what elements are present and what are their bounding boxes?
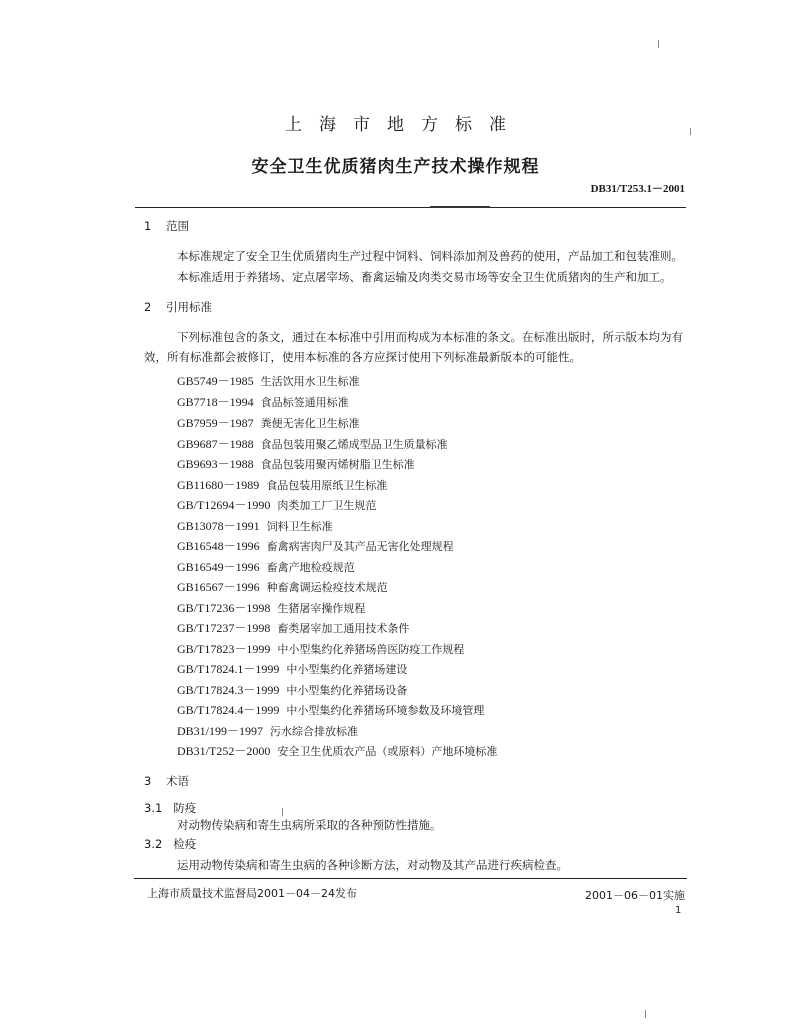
- reference-code: GB7959－1987: [177, 416, 254, 430]
- standard-code: DB31/T253.1－2001: [590, 183, 685, 195]
- reference-name: 中小型集约化养猪场设备: [286, 684, 408, 697]
- reference-name: 肉类加工厂卫生规范: [277, 499, 377, 512]
- term-3-2-definition: 运用动物传染病和寄生虫病的各种诊断方法，对动物及其产品进行疾病检查。: [177, 858, 568, 872]
- scan-speck: [282, 808, 283, 816]
- reference-item: [177, 393, 349, 410]
- reference-name: 中小型集约化养猪场兽医防疫工作规程: [277, 643, 465, 656]
- reference-name: 生猪屠宰操作规程: [277, 602, 366, 615]
- reference-item: [177, 660, 407, 677]
- reference-name: 生活饮用水卫生标准: [260, 375, 360, 388]
- reference-item: [177, 496, 376, 513]
- section-number: 2: [144, 300, 152, 314]
- reference-code: GB7718－1994: [177, 395, 254, 409]
- reference-item: [177, 742, 497, 759]
- reference-name: 安全卫生优质农产品（或原料）产地环境标准: [277, 745, 498, 758]
- section-3-heading: [144, 773, 189, 789]
- reference-item: [177, 537, 454, 554]
- reference-name: 畜禽产地检疫规范: [266, 561, 355, 574]
- reference-item: [177, 619, 409, 636]
- term-title: 防疫: [173, 801, 197, 815]
- scope-paragraph-2: 本标准适用于养猪场、定点屠宰场、畜禽运输及肉类交易市场等安全卫生优质猪肉的生产和加工。: [177, 270, 672, 284]
- reference-name: 中小型集约化养猪场环境参数及环境管理: [286, 704, 485, 717]
- section-number: 3: [144, 774, 152, 788]
- section-title: 引用标准: [165, 300, 212, 314]
- reference-name: 污水综合排放标准: [270, 725, 359, 738]
- section-2-heading: [144, 299, 212, 315]
- reference-item: [177, 558, 355, 575]
- reference-name: 食品包装用原纸卫生标准: [266, 479, 388, 492]
- header-rule: [135, 207, 686, 208]
- reference-code: DB31/199－1997: [177, 724, 264, 738]
- scan-speck: [690, 128, 691, 135]
- reference-code: GB/T17237－1998: [177, 621, 271, 635]
- reference-name: 畜禽病害肉尸及其产品无害化处理规程: [266, 540, 454, 553]
- header-rule-accent: [430, 206, 490, 208]
- reference-code: GB16549－1996: [177, 560, 260, 574]
- section-1-heading: [144, 218, 189, 234]
- reference-item: [177, 722, 358, 739]
- reference-item: [177, 435, 448, 452]
- reference-name: 中小型集约化养猪场建设: [286, 663, 408, 676]
- reference-code: GB/T12694－1990: [177, 498, 271, 512]
- section-title: 术语: [165, 774, 189, 788]
- reference-code: GB/T17824.1－1999: [177, 662, 280, 676]
- reference-code: GB13078－1991: [177, 519, 260, 533]
- reference-name: 饲料卫生标准: [266, 520, 333, 533]
- reference-code: GB16567－1996: [177, 580, 260, 594]
- reference-item: [177, 599, 365, 616]
- reference-code: GB/T17824.3－1999: [177, 683, 280, 697]
- term-3-1-heading: [144, 800, 196, 816]
- reference-item: [177, 701, 484, 718]
- section-title: 范围: [165, 219, 189, 233]
- term-title: 检疫: [173, 837, 197, 851]
- page-number: 1: [675, 905, 682, 916]
- reference-item: [177, 414, 360, 431]
- reference-name: 食品包装用聚乙烯成型品卫生质量标准: [260, 438, 448, 451]
- reference-item: [177, 640, 464, 657]
- reference-code: GB/T17824.4－1999: [177, 703, 280, 717]
- references-intro-line-2: 效，所有标准都会被修订，使用本标准的各方应探讨使用下列标准最新版本的可能性。: [144, 350, 581, 364]
- section-number: 1: [144, 219, 152, 233]
- references-intro-line-1: 下列标准包含的条文，通过在本标准中引用而构成为本标准的条文。在标准出版时，所示版本均为有: [177, 330, 683, 344]
- reference-code: GB/T17236－1998: [177, 601, 271, 615]
- footer-rule: [134, 878, 687, 879]
- reference-name: 食品包装用聚丙烯树脂卫生标准: [260, 458, 415, 471]
- scan-speck: [658, 40, 659, 48]
- reference-code: GB/T17823－1999: [177, 642, 271, 656]
- reference-code: GB11680－1989: [177, 478, 260, 492]
- issue-date: 上海市质量技术监督局2001－04－24发布: [147, 887, 357, 900]
- term-3-2-heading: [144, 836, 196, 852]
- reference-item: [177, 681, 407, 698]
- effective-date: 2001－06－01实施: [585, 889, 685, 902]
- reference-name: 食品标签通用标准: [260, 396, 349, 409]
- scan-speck: [645, 1010, 646, 1018]
- reference-code: GB16548－1996: [177, 539, 260, 553]
- reference-code: DB31/T252－2000: [177, 744, 271, 758]
- reference-name: 种畜禽调运检疫技术规范: [266, 581, 388, 594]
- reference-code: GB9687－1988: [177, 437, 254, 451]
- reference-name: 畜类屠宰加工通用技术条件: [277, 622, 410, 635]
- reference-item: [177, 476, 387, 493]
- scope-paragraph-1: 本标准规定了安全卫生优质猪肉生产过程中饲料、饲料添加剂及兽药的使用，产品加工和包装准则。: [177, 249, 683, 263]
- reference-item: [177, 517, 333, 534]
- term-number: 3.2: [144, 837, 163, 851]
- reference-item: [177, 578, 388, 595]
- reference-item: [177, 455, 415, 472]
- term-number: 3.1: [144, 801, 163, 815]
- term-3-1-definition: 对动物传染病和寄生虫病所采取的各种预防性措施。: [177, 818, 442, 832]
- reference-code: GB9693－1988: [177, 457, 254, 471]
- document-title: 安全卫生优质猪肉生产技术操作规程: [251, 157, 540, 177]
- reference-item: [177, 372, 360, 389]
- reference-name: 粪便无害化卫生标准: [260, 417, 360, 430]
- reference-code: GB5749－1985: [177, 374, 254, 388]
- standard-type-heading: 上海市地方标准: [285, 115, 523, 135]
